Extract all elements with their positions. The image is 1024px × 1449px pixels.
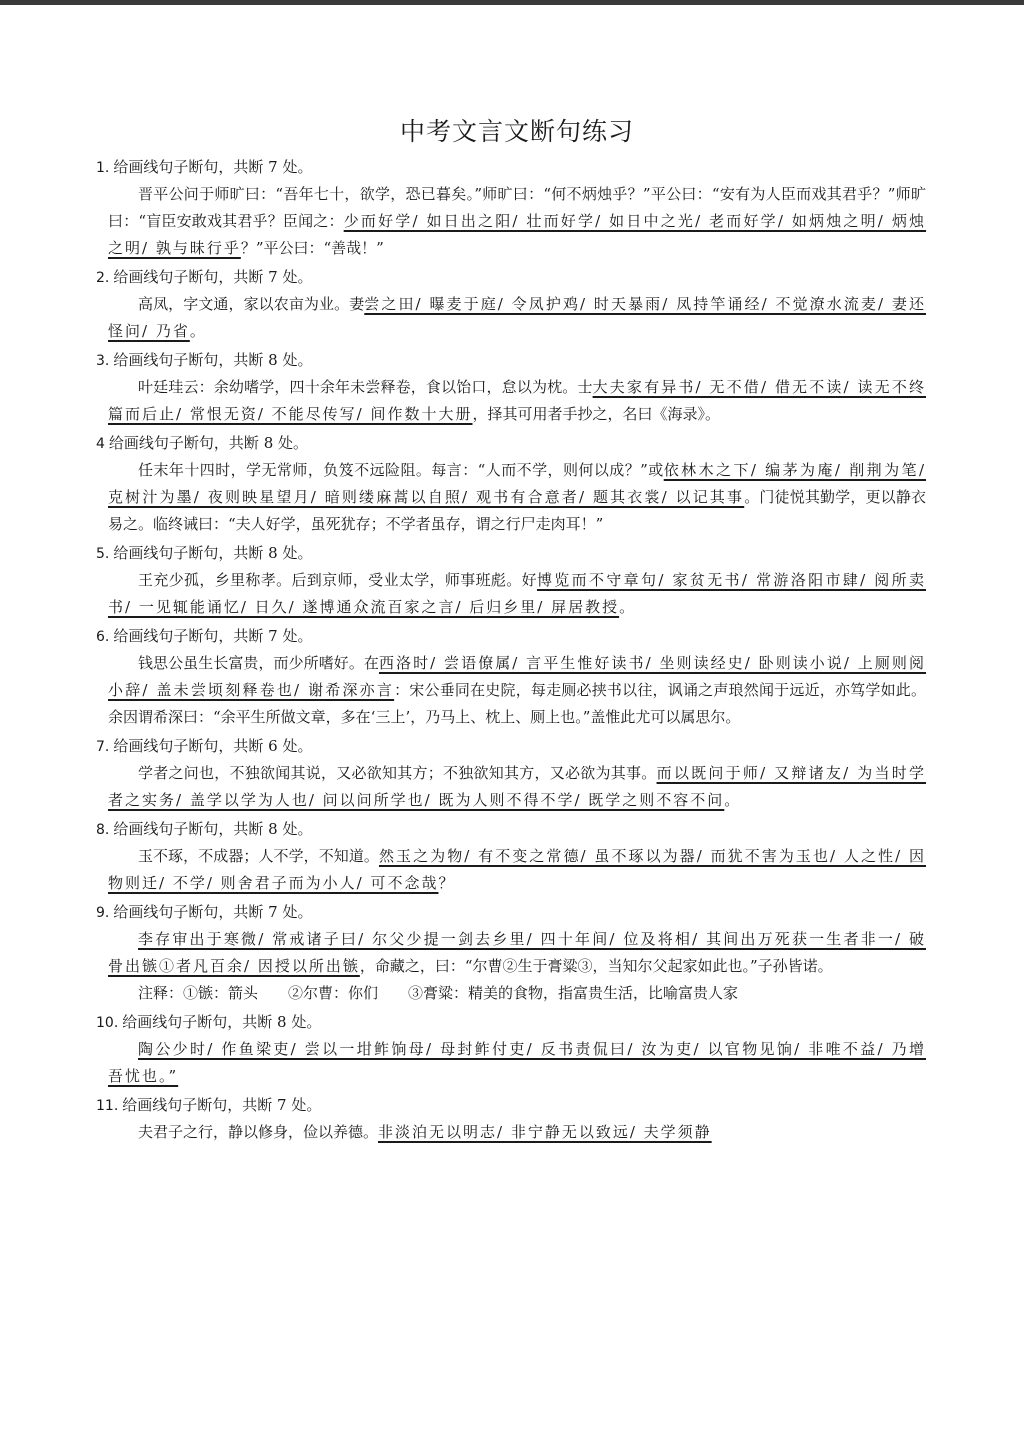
question-instruction: 给画线句子断句，共断 7 处。 bbox=[113, 627, 313, 645]
passage-tail-text: 。 bbox=[189, 322, 205, 340]
question-instruction: 给画线句子断句，共断 7 处。 bbox=[113, 268, 313, 286]
underlined-sentence: 西洛时/ 尝语僚属/ 言平生惟好读书/ 坐则读经史/ 卧则读小说/ 上厕则阅小辞/ 盖未尝顷刻释卷也/ 谢希深亦言 bbox=[108, 654, 926, 699]
question-heading bbox=[96, 1009, 926, 1036]
underlined-sentence: 而以既问于师/ 又辩诸友/ 为当时学者之实务/ 盖学以学为人也/ 问以问所学也/ 既为人则不得不学/ 既学之则不容不问 bbox=[108, 764, 926, 809]
passage-lead-text: 夫君子之行，静以修身，俭以养德。 bbox=[138, 1123, 379, 1141]
passage-lead-text: 任末年十四时，学无常师，负笈不远险阻。每言：“人而不学，则何以成？”或 bbox=[138, 461, 664, 479]
underlined-sentence: 大夫家有异书/ 无不借/ 借无不读/ 读无不终篇而后止/ 常恨无资/ 不能尽传写/ 间作数十大册 bbox=[108, 378, 926, 423]
passage-lead-text: 学者之问也，不独欲闻其说，又必欲知其方；不独欲知其方，又必欲为其事。 bbox=[138, 764, 657, 782]
question-number: 2. bbox=[96, 270, 110, 286]
question-instruction: 给画线句子断句，共断 7 处。 bbox=[113, 903, 313, 921]
passage-tail-text: 。门徒悦其勤学，更以静衣易之。临终诫曰：“夫人好学，虽死犹存；不学者虽存，谓之行尸走肉耳！” bbox=[108, 488, 926, 533]
passage-text bbox=[108, 843, 926, 897]
passage-tail-text: ？ bbox=[438, 874, 454, 892]
underlined-sentence: 尝之田/ 曝麦于庭/ 令凤护鸡/ 时天暴雨/ 凤持竿诵经/ 不觉潦水流麦/ 妻还怪问/ 乃省 bbox=[108, 295, 926, 340]
passage-tail-text: ：宋公垂同在史院，每走厕必挟书以往，讽诵之声琅然闻于远近，亦笃学如此。余因谓希深曰：“余平生所做文章，多在‘三上’，乃马上、枕上、厕上也。”盖惟此尤可以属思尔。 bbox=[108, 681, 926, 726]
passage-text bbox=[108, 567, 926, 621]
question-number: 1. bbox=[96, 160, 110, 176]
question-heading bbox=[96, 816, 926, 843]
page-title: 中考文言文断句练习 bbox=[399, 117, 634, 146]
question-heading bbox=[96, 264, 926, 291]
question-number: 8. bbox=[96, 822, 110, 838]
question-heading bbox=[96, 540, 926, 567]
question-heading bbox=[96, 623, 926, 650]
passage-text bbox=[108, 1036, 926, 1090]
passage-lead-text: 钱思公虽生长富贵，而少所嗜好。在 bbox=[138, 654, 379, 672]
passage-tail-text: ？”平公曰：“善哉！” bbox=[240, 239, 384, 257]
underlined-sentence: 依林木之下/ 编茅为庵/ 削荆为笔/ 克树汁为墨/ 夜则映星望月/ 暗则缕麻蒿以自照/ 观书有合意者/ 题其衣裳/ 以记其事 bbox=[108, 461, 927, 506]
question-number: 7. bbox=[96, 739, 110, 755]
question-heading bbox=[96, 154, 926, 181]
passage-text bbox=[108, 760, 926, 814]
passage-lead-text: 晋平公问于师旷曰：“吾年七十，欲学，恐已暮矣。”师旷曰：“何不炳烛乎？”平公曰：“安有为人臣而戏其君乎？”师旷曰：“盲臣安敢戏其君乎？臣闻之： bbox=[108, 185, 926, 230]
passage-tail-text: ，择其可用者手抄之，名曰《海录》。 bbox=[472, 405, 720, 423]
question-instruction: 给画线句子断句，共断 8 处。 bbox=[113, 351, 313, 369]
question-number: 9. bbox=[96, 905, 110, 921]
passage-tail-text: 。 bbox=[619, 598, 635, 616]
passage-text bbox=[108, 181, 926, 262]
passage-lead-text: 王充少孤，乡里称孝。后到京师，受业太学，师事班彪。好 bbox=[138, 571, 537, 589]
passage-text bbox=[108, 926, 926, 980]
question-instruction: 给画线句子断句，共断 6 处。 bbox=[113, 737, 313, 755]
passage-lead-text: 高凤，字文通，家以农亩为业。妻 bbox=[138, 295, 365, 313]
document-page bbox=[96, 112, 927, 1146]
question-instruction: 给画线句子断句，共断 7 处。 bbox=[122, 1096, 322, 1114]
question-number: 11. bbox=[96, 1098, 119, 1114]
underlined-sentence: 博览而不守章句/ 家贫无书/ 常游洛阳市肆/ 阅所卖书/ 一见辄能诵忆/ 日久/ 遂博通众流百家之言/ 后归乡里/ 屏居教授 bbox=[108, 571, 926, 616]
passage-text bbox=[108, 291, 926, 345]
passage-text bbox=[108, 374, 926, 428]
exercise-list bbox=[96, 154, 927, 1146]
question-number: 6. bbox=[96, 629, 110, 645]
question-instruction: 给画线句子断句，共断 8 处。 bbox=[113, 544, 313, 562]
question-number: 5. bbox=[96, 546, 110, 562]
underlined-sentence: 陶公少时/ 作鱼梁吏/ 尝以一坩鲊饷母/ 母封鲊付吏/ 反书责侃曰/ 汝为吏/ 以官物见饷/ 非唯不益/ 乃增吾忧也。” bbox=[108, 1040, 926, 1085]
question-instruction: 给画线句子断句，共断 8 处。 bbox=[122, 1013, 322, 1031]
passage-text bbox=[108, 1119, 926, 1146]
question-instruction: 给画线句子断句，共断 7 处。 bbox=[113, 158, 313, 176]
passage-text bbox=[108, 457, 926, 538]
top-border bbox=[0, 0, 1024, 5]
passage-lead-text: 叶廷珪云：余幼嗜学，四十余年未尝释卷，食以饴口，怠以为枕。士 bbox=[138, 378, 593, 396]
underlined-sentence: 非淡泊无以明志/ 非宁静无以致远/ 夫学须静 bbox=[378, 1123, 712, 1141]
underlined-sentence: 然玉之为物/ 有不变之常德/ 虽不琢以为器/ 而犹不害为玉也/ 人之性/ 因物则迁/ 不学/ 则舍君子而为小人/ 可不念哉 bbox=[108, 847, 926, 892]
passage-text bbox=[108, 650, 926, 731]
passage-lead-text: 玉不琢，不成器；人不学，不知道。 bbox=[138, 847, 379, 865]
passage-tail-text: 。 bbox=[724, 791, 740, 809]
question-number: 4 bbox=[96, 436, 105, 452]
footnote: 注释：①镞：箭头 ②尔曹：你们 ③膏粱：精美的食物，指富贵生活，比喻富贵人家 bbox=[138, 984, 739, 1002]
question-number: 3. bbox=[96, 353, 110, 369]
passage-tail-text: ，命藏之，曰：“尔曹②生于膏粱③，当知尔父起家如此也。”子孙皆诺。 bbox=[359, 957, 833, 975]
question-heading bbox=[96, 1092, 926, 1119]
underlined-sentence: 少而好学/ 如日出之阳/ 壮而好学/ 如日中之光/ 老而好学/ 如炳烛之明/ 炳烛之明/ 孰与昧行乎 bbox=[108, 212, 927, 257]
question-heading bbox=[96, 733, 926, 760]
underlined-sentence: 李存审出于寒微/ 常戒诸子曰/ 尔父少提一剑去乡里/ 四十年间/ 位及将相/ 其间出万死获一生者非一/ 破骨出镞①者凡百余/ 因授以所出镞 bbox=[108, 930, 926, 975]
question-number: 10. bbox=[96, 1015, 119, 1031]
question-instruction: 给画线句子断句，共断 8 处。 bbox=[108, 434, 309, 452]
question-heading bbox=[96, 899, 926, 926]
question-heading bbox=[96, 347, 926, 374]
question-heading bbox=[96, 430, 926, 457]
question-instruction: 给画线句子断句，共断 8 处。 bbox=[113, 820, 313, 838]
